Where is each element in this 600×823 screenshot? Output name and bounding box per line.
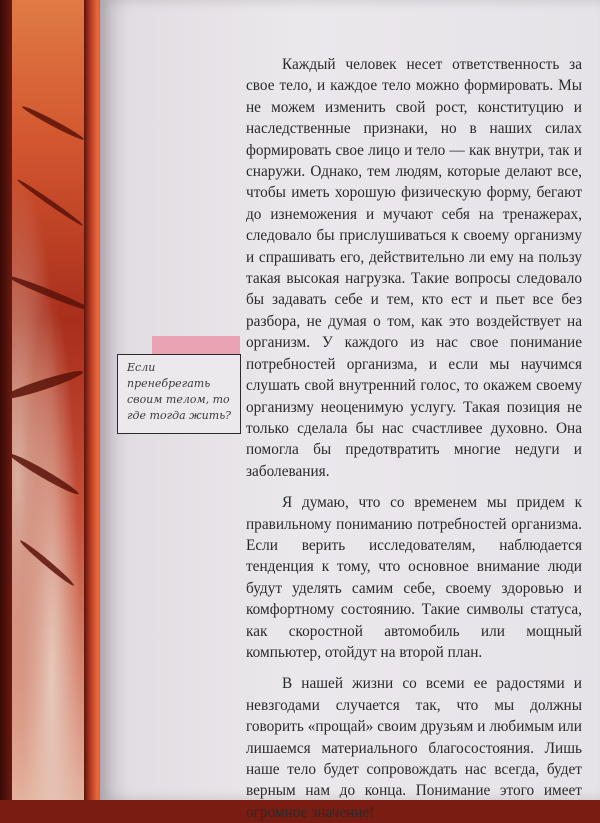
paragraph-2: Я думаю, что со временем мы придем к правильному пониманию потребностей организма. Если верить исследователям, наблюдается тенденция к тому, что основное внимание люди будут уделять самим себе, своему здоровью и комфортному состоянию. Такие символы статуса, как скоростной автомобиль или мощный компьютер, отойдут на второй план. (246, 494, 582, 661)
book-outer-edge (0, 0, 12, 800)
paragraph-3: В нашей жизни со всеми ее радостями и невзгодами случается так, что мы должны говорить «прощай» своим друзьям и любимым или лишаемся материального благосостояния. Лишь наше тело будет сопровождать нас всегда, будет верным нам до конца. Понимание этого имеет огромное значение! (246, 675, 582, 821)
sidebar-accent-tab (152, 336, 240, 354)
sidebar-quote-box (117, 354, 241, 434)
facing-page-illustration (0, 0, 86, 800)
body-text (246, 54, 582, 823)
sidebar-quote-text: Если пренебрегать своим телом, то где тогда жить? (127, 361, 232, 422)
paragraph-1: Каждый человек несет ответственность за свое тело, и каждое тело можно формировать. Мы не можем изменить свой рост, конституцию и наследственные признаки, но в наших силах формировать свое лицо и тело — как внутри, так и снаружи. Однако, тем людям, которые делают все, чтобы иметь хорошую физическую форму, бегают до изнеможения и мучают себя на тренажерах, следовало бы прислушиваться к своему организму и спрашивать его, действительно ли ему на пользу такая высокая нагрузка. Такие вопросы следовало бы задавать себе и тем, кто ест и пьет все без разбора, не думая о том, как это воздействует на организм. У каждого из нас свое понимание потребностей организма, и если мы научимся слушать свой внутренний голос, то окажем своему организму неоценимую услугу. Такая позиция не только сделала бы нас счастливее духовно. Она помогла бы предотвратить многие недуги и заболевания. (246, 56, 582, 480)
